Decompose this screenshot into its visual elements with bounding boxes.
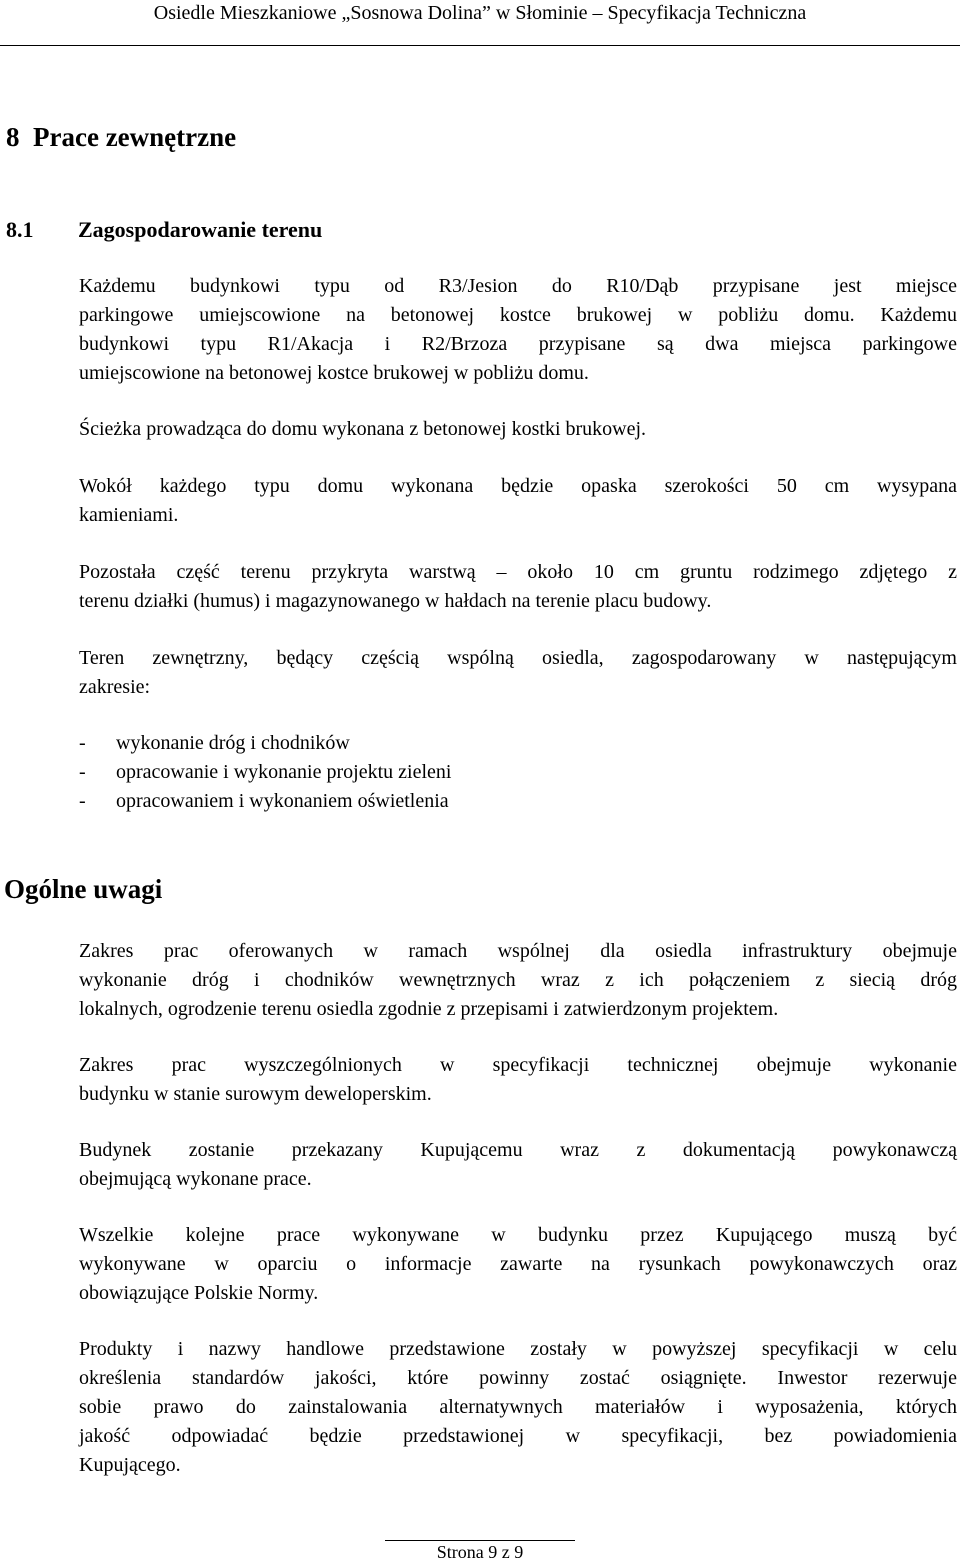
page-footer [0,1540,960,1563]
paragraph-infrastructure [79,937,957,1024]
paragraph-line: lokalnych, ogrodzenie terenu osiedla zgodnie z przepisami i zatwierdzonym projektem. [79,998,779,1020]
list-item [79,758,451,787]
scope-list [79,729,451,816]
page-header [0,0,960,46]
paragraph-line: Zakres prac oferowanych w ramach wspólnej dla osiedla infrastruktury obejmuje [79,940,957,962]
paragraph-products [79,1335,957,1480]
paragraph-line: wykonywane w oparciu o informacje zawarte na rysunkach powykonawczych oraz [79,1253,957,1275]
list-item [79,787,451,816]
subsection-title: Zagospodarowanie terenu [78,217,323,242]
list-item-text: opracowaniem i wykonaniem oświetlenia [116,790,449,812]
paragraph-handover [79,1136,957,1194]
paragraph-band [79,472,957,530]
subsection-heading [6,215,322,245]
paragraph-line: umiejscowione na betonowej kostce brukowej w pobliżu domu. [79,362,589,384]
paragraph-common-area [79,644,957,702]
paragraph-line: zakresie: [79,676,151,698]
paragraph-line: Kupującego. [79,1454,181,1476]
paragraph-line: budynkowi typu R1/Akacja i R2/Brzoza przypisane są dwa miejsca parkingowe [79,333,957,355]
paragraph-further-works [79,1221,957,1308]
paragraph-path [79,415,957,444]
paragraph-line: Pozostała część terenu przykryta warstwą – około 10 cm gruntu rodzimego zdjętego z [79,561,957,583]
paragraph-line: Wokół każdego typu domu wykonana będzie opaska szerokości 50 cm wysypana [79,475,957,497]
list-item [79,729,451,758]
paragraph-line: określenia standardów jakości, które powinny zostać osiągnięte. Inwestor rezerwuje [79,1367,957,1389]
subsection-number: 8.1 [6,217,34,242]
paragraph-line: Wszelkie kolejne prace wykonywane w budynku przez Kupującego muszą być [79,1224,957,1246]
paragraph-line: parkingowe umiejscowione na betonowej kostce brukowej w pobliżu domu. Każdemu [79,304,957,326]
paragraph-line: Teren zewnętrzny, będący częścią wspólną osiedla, zagospodarowany w następującym [79,647,957,669]
paragraph-parking [79,272,957,388]
general-notes-heading: Ogólne uwagi [4,874,163,904]
paragraph-line: wykonanie dróg i chodników wewnętrznych wraz z ich połączeniem z siecią dróg [79,969,957,991]
paragraph-line: Produkty i nazwy handlowe przedstawione zostały w powyższej specyfikacji w celu [79,1338,957,1360]
paragraph-remaining-land [79,558,957,616]
paragraph-line: terenu działki (humus) i magazynowanego w hałdach na terenie placu budowy. [79,590,712,612]
paragraph-line: obowiązujące Polskie Normy. [79,1282,319,1304]
paragraph-line: sobie prawo do zainstalowania alternatywnych materiałów i wyposażenia, których [79,1396,957,1418]
bullet-marker: - [79,790,86,812]
list-item-text: wykonanie dróg i chodników [116,732,350,754]
paragraph-line: Budynek zostanie przekazany Kupującemu wraz z dokumentacją powykonawczą [79,1139,957,1161]
paragraph-scope [79,1051,957,1109]
paragraph-line: obejmującą wykonane prace. [79,1168,312,1190]
list-item-text: opracowanie i wykonanie projektu zieleni [116,761,452,783]
running-title: Osiedle Mieszkaniowe „Sosnowa Dolina” w Słominie – Specyfikacja Techniczna [153,2,807,24]
paragraph-line: jakość odpowiadać będzie przedstawionej w specyfikacji, bez powiadomienia [79,1425,957,1447]
paragraph-line: Zakres prac wyszczególnionych w specyfikacji technicznej obejmuje wykonanie [79,1054,957,1076]
bullet-marker: - [79,761,86,783]
section-heading: 8 Prace zewnętrzne [6,122,237,152]
paragraph-line: Każdemu budynkowi typu od R3/Jesion do R10/Dąb przypisane jest miejsce [79,275,957,297]
bullet-marker: - [79,732,86,754]
paragraph-line: kamieniami. [79,504,179,526]
page-number: Strona 9 z 9 [436,1542,524,1562]
paragraph-line: Ścieżka prowadząca do domu wykonana z betonowej kostki brukowej. [79,418,647,440]
paragraph-line: budynku w stanie surowym deweloperskim. [79,1083,432,1105]
